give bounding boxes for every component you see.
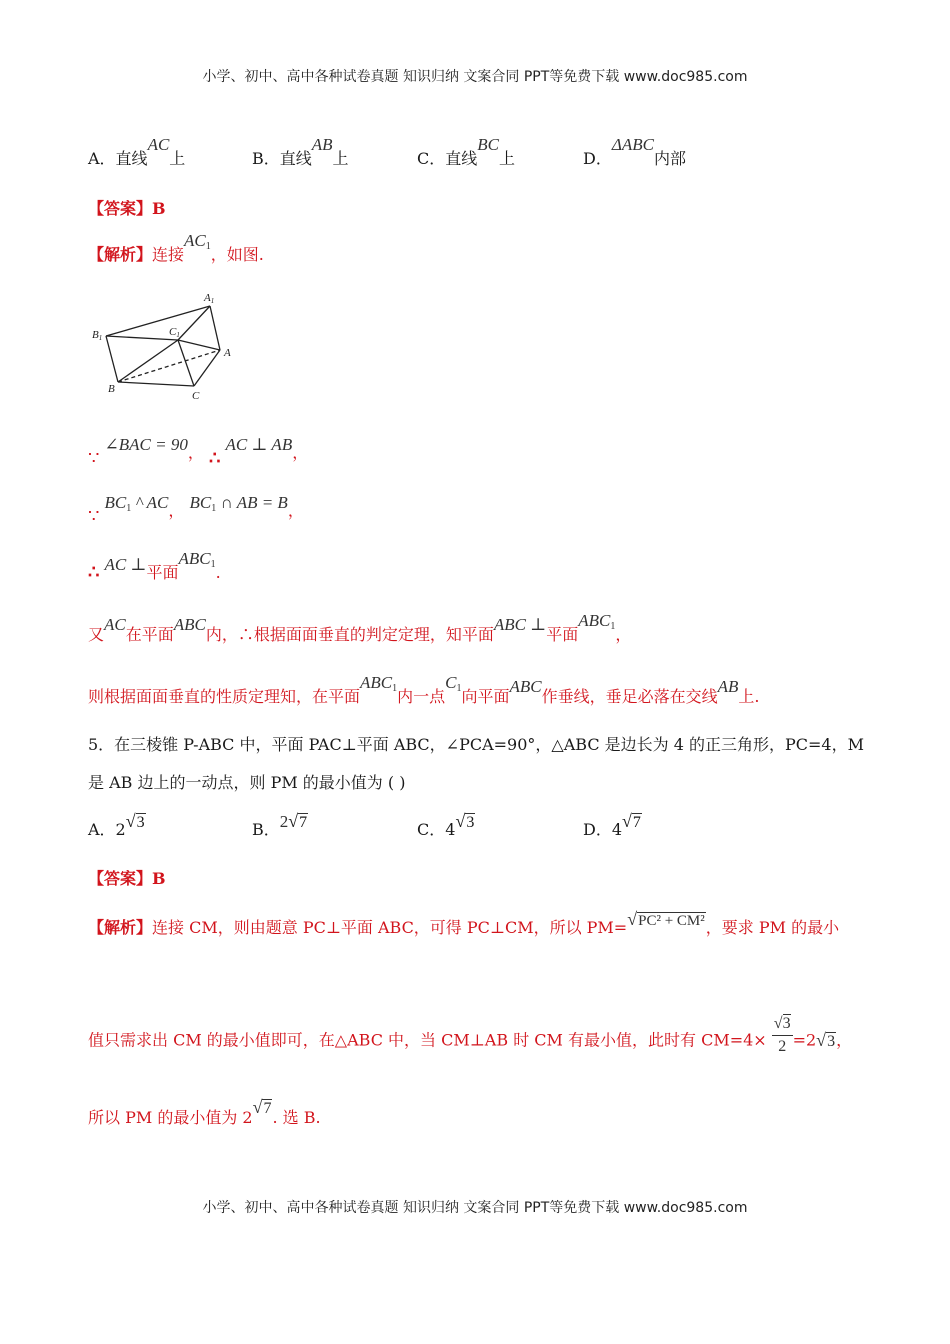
edge-c1-a (178, 340, 220, 350)
label-a: A (224, 347, 231, 359)
edge-c-a (194, 350, 220, 386)
q5-analysis-line1: 【解析】连接 CM，则由题意 PC⊥平面 ABC，可得 PC⊥CM，所以 PM=√PC² + CM²，要求 PM 的最小 (88, 909, 840, 937)
label-a1: A1 (204, 292, 215, 305)
q4-analysis-intro: 【解析】连接$AC_1$，如图. (88, 231, 264, 264)
label-b: B (108, 383, 115, 395)
option-d: D．ΔABC内部 (583, 135, 686, 168)
q5-analysis-line2: 值只需求出 CM 的最小值即可，在△ABC 中，当 CM⊥AB 时 CM 有最小值，此时有 CM=4× $\frac{√3}{2}$ =2√3， (88, 1018, 852, 1064)
q4-answer: 【答案】B (88, 199, 166, 218)
edge-b-a-dashed (118, 350, 220, 382)
q5-stem-line2: 是 AB 边上的一动点，则 PM 的最小值为 ( ) (88, 773, 406, 792)
option-a: A．直线AC上 (88, 135, 186, 168)
q5-option-b: B．2√7 (252, 811, 308, 839)
q5-answer: 【答案】B (88, 869, 166, 888)
edge-a1-a (210, 306, 220, 350)
page-header: 小学、初中、高中各种试卷真题 知识归纳 文案合同 PPT等免费下载 www.doc985.com (202, 69, 748, 85)
q5-analysis-line3: 所以 PM 的最小值为 2√7. 选 B. (88, 1097, 321, 1127)
q4-step1: ∵ ∠BAC = 90， ∴ AC ⊥ AB， (88, 435, 309, 469)
edge-b-c (118, 382, 194, 386)
q5-option-c: C．4√3 (417, 811, 475, 839)
page-footer: 小学、初中、高中各种试卷真题 知识归纳 文案合同 PPT等免费下载 www.doc985.com (202, 1200, 748, 1216)
q5-option-a: A．2√3 (88, 811, 145, 839)
edge-b1-b (106, 336, 118, 382)
option-b: B．直线AB上 (252, 135, 349, 168)
q4-step3: ∴ AC ⊥平面$ABC_1$. (88, 549, 221, 583)
option-c: C．直线BC上 (417, 135, 515, 168)
label-c1: C1 (169, 326, 180, 339)
q5-option-d: D．4√7 (583, 811, 641, 839)
q5-stem-line1: 5．在三棱锥 P-ABC 中，平面 PAC⊥平面 ABC，∠PCA=90°，△ABC 是边长为 4 的正三角形，PC=4，M (88, 735, 864, 754)
q4-analysis-line4: 又AC在平面ABC内，∴根据面面垂直的判定定理，知平面ABC ⊥平面$ABC_1$， (88, 611, 632, 644)
q4-step2: ∵ $BC_1$ ^ AC， $BC_1$ ∩ AB = B， (88, 493, 304, 527)
q4-analysis-line5: 则根据面面垂直的性质定理知，在平面$ABC_1$内一点$C_1$向平面ABC作垂线，垂足必落在交线AB上. (88, 673, 760, 706)
prism-figure (88, 288, 248, 408)
edge-b-c1 (118, 340, 178, 382)
label-b1: B1 (92, 329, 103, 342)
edge-b1-a1 (106, 306, 210, 336)
fraction-sqrt3-over-2: $\frac{√3}{2}$ (772, 1012, 793, 1058)
edge-b1-c1 (106, 336, 178, 340)
label-c: C (192, 390, 200, 402)
